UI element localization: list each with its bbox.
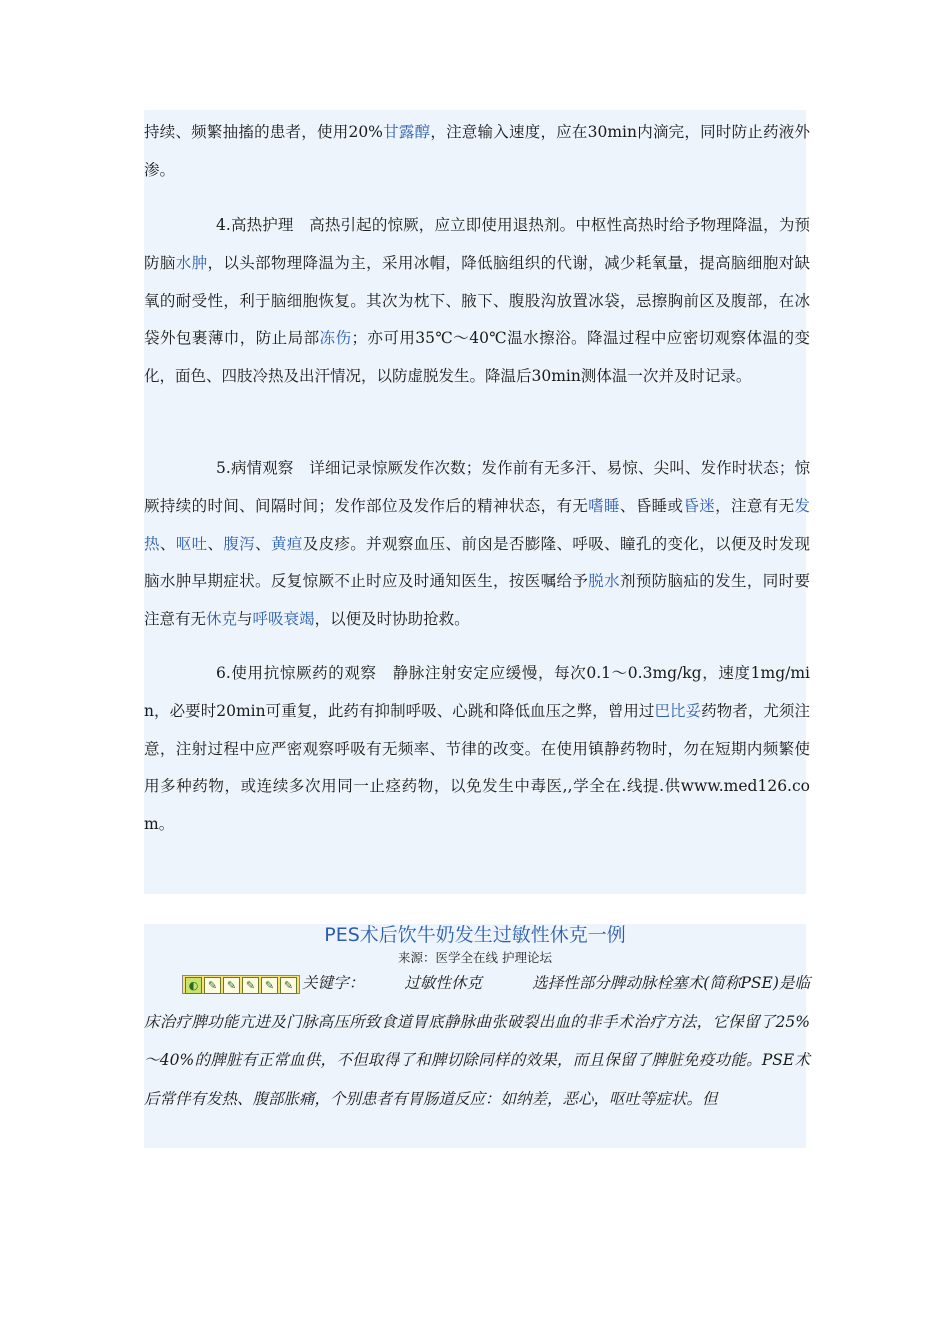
article-body (144, 964, 810, 1118)
article-body-text: 选择性部分脾动脉栓塞术(简称PSE)是临床治疗脾功能亢进及门脉高压所致食道胃底静脉曲张破裂出血的非手术治疗方法，它保留了25%～40%的脾脏有正常血供，不但取得了和脾切除同样的效果，而且保留了脾脏免疫功能。PSE术后常伴有发热、腹部胀痛，个别患者有胃肠道反应：如纳差，恶心，呕吐等症状。但 (144, 974, 810, 1108)
star-icon: ✎ (204, 977, 221, 994)
text: 、昏睡或 (619, 496, 684, 515)
text: ，以头部物理降温为主，采用冰帽，降低脑组织的代谢，减少耗氧量，提高脑细胞对缺氧的耐受性，利于脑细胞恢复。其次为枕下、腋下、腹股沟放置冰袋，忌擦胸前区及腹部，在冰袋外包裹薄巾，防止局部 (144, 253, 810, 348)
link-respiratory-failure[interactable]: 呼吸衰竭 (252, 610, 315, 629)
text: 、 (207, 534, 224, 553)
link-diarrhea[interactable]: 腹泻 (223, 534, 256, 553)
text: ，注意输入速度，应在30min内滴完，同时防止药液外渗。 (144, 123, 810, 179)
text: ；亦可用35℃～40℃温水擦浴。降温过程中应密切观察体温的变化，面色、四肢冷热及出汗情况，以防虚脱发生。降温后30min测体温一次并及时记录。 (144, 329, 810, 386)
link-shock[interactable]: 休克 (206, 610, 238, 629)
star-icon: ✎ (223, 977, 240, 994)
rating-stars (182, 975, 300, 994)
link-edema[interactable]: 水肿 (175, 253, 208, 272)
article-title[interactable]: PES术后饮牛奶发生过敏性休克一例 (324, 924, 626, 946)
text: 4.高热护理 高热引起的惊厥，应立即使用退热剂。中枢性高热时给予物理降温，为预防脑 (144, 216, 810, 272)
star-icon: ◐ (185, 977, 202, 994)
link-coma[interactable]: 昏迷 (683, 496, 716, 515)
text: 5.病情观察 详细记录惊厥发作次数；发作前有无多汗、易惊、尖叫、发作时状态；惊厥持续的时间、间隔时间；发作部位及发作后的精神状态，有无 (144, 459, 810, 515)
link-vomiting[interactable]: 呕吐 (175, 534, 208, 553)
text: 、 (255, 534, 271, 553)
text: 、 (159, 534, 176, 553)
link-fever[interactable]: 发热 (144, 496, 810, 553)
link-dehydration[interactable]: 脱水 (588, 572, 620, 591)
link-frostbite[interactable]: 冻伤 (319, 329, 352, 348)
text: 持续、频繁抽搐的患者，使用20% (144, 123, 383, 141)
text: 6.使用抗惊厥药的观察 静脉注射安定应缓慢，每次0.1～0.3mg/kg，速度1mg/min，必要时20min可重复，此药有抑制呼吸、心跳和降低血压之弊，曾用过 (144, 664, 810, 720)
star-icon: ✎ (280, 977, 297, 994)
text: ，以便及时协助抢救。 (314, 610, 470, 629)
paragraph-anticonvulsant (144, 655, 810, 844)
paragraph-fever-care (144, 207, 810, 396)
keyword[interactable]: 过敏性休克 (404, 974, 483, 992)
link-jaundice[interactable]: 黄疸 (270, 534, 303, 553)
article-source: 来源：医学全在线 护理论坛 (398, 950, 552, 965)
link-somnolence[interactable]: 嗜睡 (588, 496, 620, 515)
link-mannitol[interactable]: 甘露醇 (382, 123, 431, 141)
keywords-label: 关键字： (302, 974, 365, 992)
link-barbiturate[interactable]: 巴比妥 (654, 701, 702, 720)
text: 剂预防脑疝的发生，同时要注意有无 (144, 572, 810, 629)
star-icon: ✎ (261, 977, 278, 994)
paragraph-observation (144, 450, 810, 639)
text: 与 (237, 610, 253, 629)
text: ，注意有无 (715, 496, 795, 515)
star-icon: ✎ (242, 977, 259, 994)
paragraph-mannitol (144, 114, 810, 190)
text: 药物者，尤须注意，注射过程中应严密观察呼吸有无频率、节律的改变。在使用镇静药物时，勿在短期内频繁使用多种药物，或连续多次用同一止痉药物，以免发生中毒医,,学全在.线提.供www.med126.com。 (144, 701, 810, 834)
text: 及皮疹。并观察血压、前囟是否膨隆、呼吸、瞳孔的变化，以便及时发现脑水肿早期症状。反复惊厥不止时应及时通知医生，按医嘱给予 (144, 534, 810, 591)
